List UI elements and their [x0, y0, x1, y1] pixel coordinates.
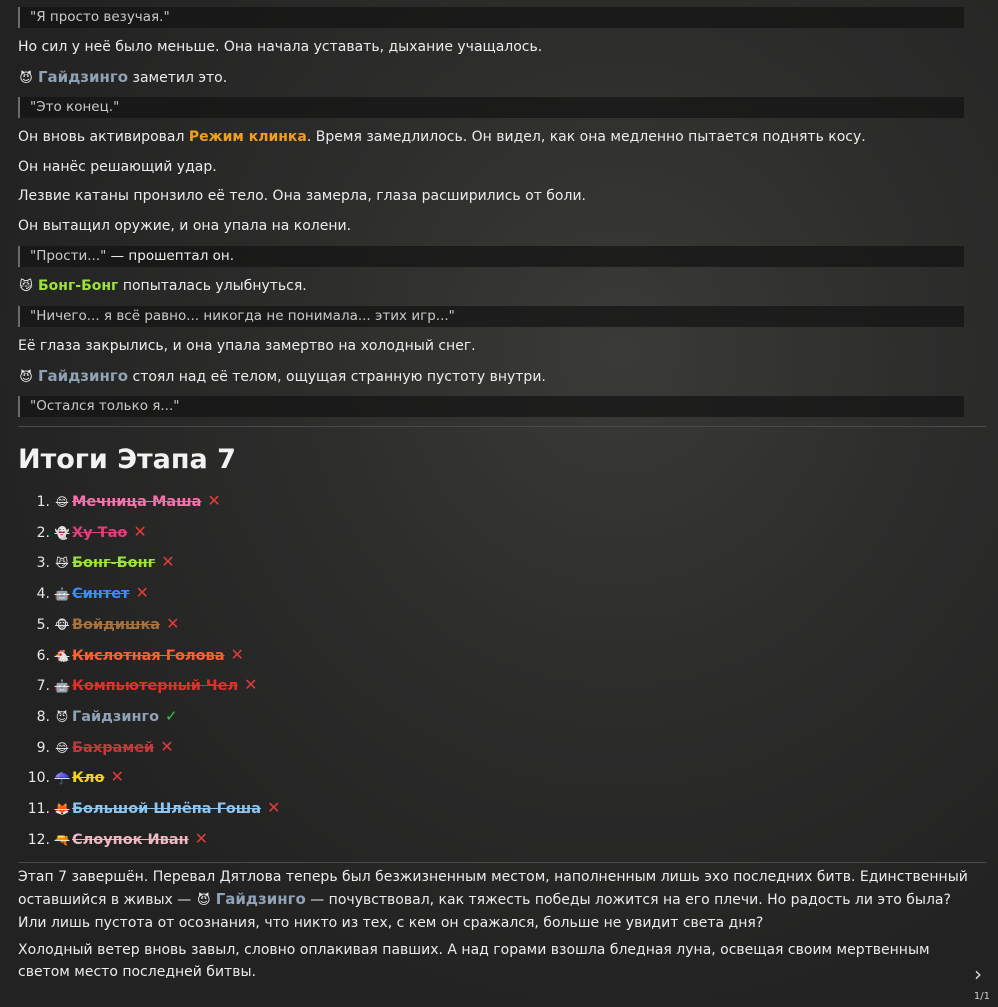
cat-face-icon: 😼 [19, 279, 33, 294]
results-item [0, 613, 600, 635]
item-number: 11. [27, 801, 50, 817]
cross-icon: ✕ [160, 736, 174, 756]
item-number: 10. [27, 770, 50, 787]
character-icon: 👻 [54, 525, 70, 540]
character-icon: 😊 [55, 495, 69, 509]
results-item [0, 551, 600, 573]
story-line: Но сил у неё было меньше. Она начала уставать, дыхание учащалось. [18, 39, 543, 55]
results-item [0, 521, 600, 543]
character-name: Гайдзинго [72, 708, 160, 725]
character-icon: 🐔 [54, 648, 70, 663]
results-item [0, 736, 600, 758]
character-icon: 🐵 [55, 617, 69, 632]
divider [18, 426, 986, 427]
character-name: Бонг-Бонг [38, 278, 119, 294]
cross-icon: ✕ [161, 552, 175, 572]
item-number: 3. [36, 555, 50, 572]
character-name: Большой Шлёпа Гоша [72, 801, 261, 817]
item-number: 12. [27, 831, 50, 848]
epilogue-paragraph: Холодный ветер вновь завыл, словно оплакивая павших. А над горами взошла бледная луна, освещая своим мертвенным светом место последней битвы. [18, 942, 930, 980]
story-line: Он вновь активировал Режим клинка. Время замедлилось. Он видел, как она медленно пытается поднять косу. [18, 129, 866, 145]
results-item [0, 644, 600, 666]
cross-icon: ✕ [110, 767, 124, 787]
item-number: 7. [36, 678, 50, 695]
character-icon: 🦊 [54, 802, 70, 816]
results-title: Итоги Этапа 7 [18, 444, 236, 475]
character-name: Гайдзинго [38, 367, 129, 385]
item-number: 4. [36, 586, 50, 603]
epilogue-paragraph: Этап 7 завершён. Перевал Дятлова теперь был безжизненным местом, наполненным лишь эхо последних битв. Единственный оставшийся в живых — 😈 Гайдзинго — почувствовал, как тяжесть победы ложится на его плечи. Но радость ли это была? Или лишь пустота от осознания, что никто из тех, с кем он сражался, больше не увидит света дня? [18, 869, 968, 931]
character-name: Кислотная Голова [72, 647, 225, 664]
results-item [0, 828, 600, 850]
story-line: Её глаза закрылись, и она упала замертво на холодный снег. [18, 338, 476, 354]
results-item [0, 582, 600, 604]
page-indicator: 1/1 [973, 991, 990, 1002]
story-line: Он нанёс решающий удар. [18, 159, 217, 175]
character-name: Кло [72, 770, 105, 787]
cross-icon: ✕ [133, 521, 147, 541]
character-icon: 😼 [55, 556, 69, 571]
results-item [0, 797, 600, 819]
item-number: 2. [36, 524, 50, 541]
item-number: 1. [36, 494, 50, 510]
cross-icon: ✕ [230, 644, 244, 664]
check-icon: ✓ [165, 706, 178, 725]
story-line: Он вытащил оружие, и она упала на колени. [18, 218, 352, 234]
item-number: 8. [36, 708, 50, 725]
character-name: Компьютерный Чел [72, 678, 239, 695]
cross-icon: ✕ [135, 583, 149, 603]
story-line: 😈 Гайдзинго стоял над её телом, ощущая странную пустоту внутри. [19, 367, 546, 385]
character-name: Войдишка [72, 616, 161, 633]
story-line: Лезвие катаны пронзило её тело. Она замерла, глаза расширились от боли. [18, 188, 586, 204]
chevron-right-icon[interactable]: › [974, 962, 982, 986]
character-name: Ху Тао [72, 524, 128, 541]
item-number: 9. [36, 739, 50, 756]
character-icon: 😈 [55, 709, 69, 724]
cross-icon: ✕ [194, 828, 209, 848]
character-icon: 🤖 [54, 679, 70, 694]
character-icon: ☂️ [54, 771, 70, 786]
results-item [0, 766, 600, 788]
quote-line: "Остался только я..." [18, 396, 964, 417]
character-icon: 😊 [55, 740, 69, 755]
divider [18, 862, 986, 863]
item-number: 5. [36, 616, 50, 633]
character-name: Бонг-Бонг [72, 555, 156, 572]
results-item [0, 674, 600, 696]
cross-icon: ✕ [207, 491, 221, 510]
cross-icon: ✕ [166, 613, 180, 633]
quote-line: "Я просто везучая." [18, 7, 964, 28]
quote-line: "Ничего... я всё равно... никогда не понимала... этих игр..." [18, 306, 964, 327]
story-line: 😈 Гайдзинго заметил это. [19, 68, 228, 86]
character-name: Гайдзинго [38, 68, 129, 86]
cross-icon: ✕ [244, 675, 258, 695]
quote-line: "Прости..." — прошептал он. [18, 246, 964, 267]
character-icon: 🔫 [54, 832, 70, 847]
quote-line: "Это конец." [18, 97, 964, 118]
character-name: Гайдзинго [215, 890, 306, 908]
character-name: Синтет [72, 586, 130, 603]
devil-face-icon: 😈 [196, 893, 211, 908]
results-item [0, 705, 600, 727]
character-icon: 🤖 [54, 587, 70, 602]
devil-face-icon: 😈 [19, 71, 33, 86]
character-name: Бахрамей [72, 739, 155, 756]
item-number: 6. [36, 647, 50, 664]
character-name: Мечница Маша [72, 494, 202, 510]
cross-icon: ✕ [266, 798, 281, 817]
character-name: Слоупок Иван [72, 831, 189, 848]
story-line: 😼 Бонг-Бонг попыталась улыбнуться. [19, 278, 307, 294]
devil-face-icon: 😈 [19, 370, 33, 385]
ability-name: Режим клинка [188, 129, 307, 145]
results-item [0, 490, 600, 512]
